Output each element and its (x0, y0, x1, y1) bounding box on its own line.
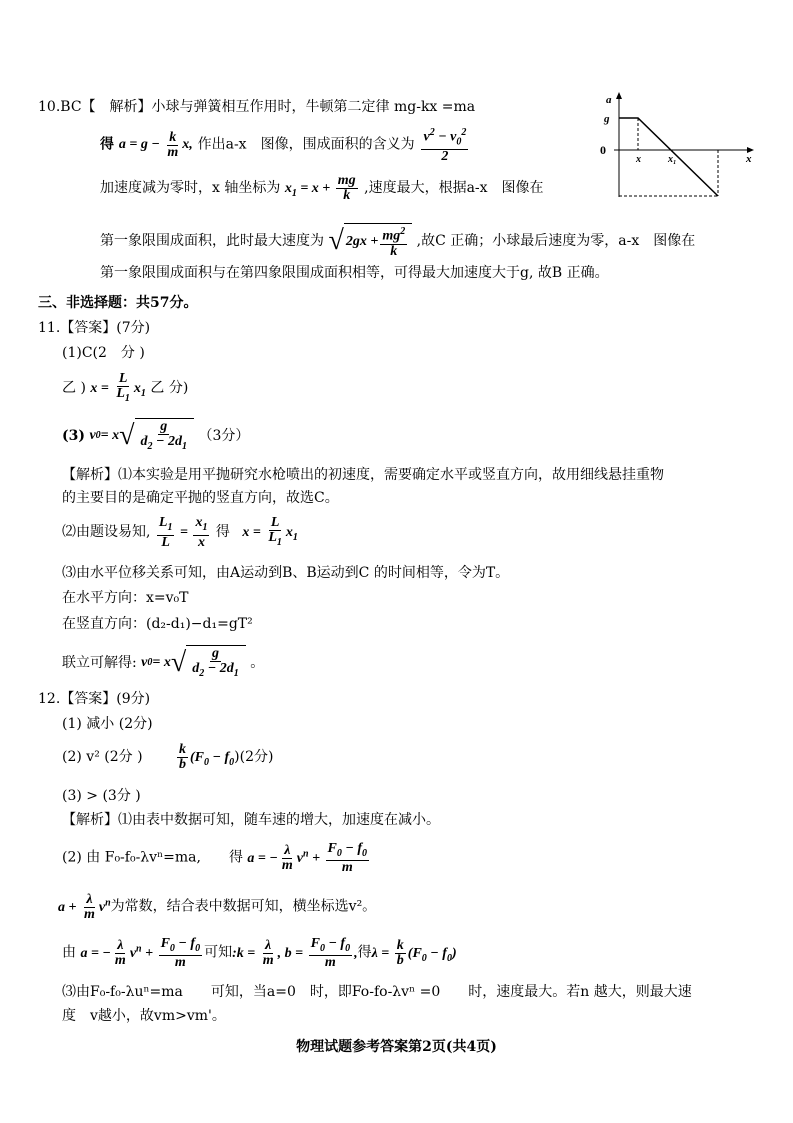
page-footer: 物理试题参考答案第2页(共4页) (296, 1039, 497, 1055)
q11-ans3-prefix: (3) (62, 427, 85, 444)
q10-line3 (100, 174, 544, 208)
graph-label-origin: 0 (600, 143, 606, 157)
q11-exp7-suffix: 。 (250, 654, 265, 671)
q11-formula-v0-final: v 0 = x √ $\frac{g}{d_2 - 2d_1}$ (141, 645, 246, 681)
q10-formula-area: $\frac{v^2 - v_0^2}{2}$ (423, 127, 467, 165)
q12-exp1: 【解析】⑴由表中数据可知，随车速的增大，加速度在减小。 (62, 812, 440, 828)
q10-line1: 10.BC【 解析】小球与弹簧相互作用时，牛顿第二定律 mg-kx =ma (38, 99, 476, 115)
q12-exp6: 度 v越小，故vm>vm'。 (62, 1008, 226, 1024)
q11-exp2: 的主要目的是确定平抛的竖直方向，故选C。 (62, 490, 339, 506)
q11-exp7-prefix: 联立可解得: (62, 654, 137, 671)
q12-exp5: ⑶由F₀-f₀-λuⁿ=ma 可知，当a=0 时，即Fo-fo-λvⁿ =0 时，速度最大。若n 越大，则最大速 (62, 984, 692, 1000)
q11-exp5: 在水平方向：x=v₀T (62, 590, 189, 606)
q10-formula-x1: $x_1 = x$ + $\frac{mg}{k}$ (284, 173, 356, 204)
q12-ans2-suffix: )(2分) (234, 749, 274, 765)
q12-ans3: (3) > (3分 ) (62, 788, 141, 804)
q12-ans1: (1) 减小 (2分) (62, 716, 153, 732)
section3-title: 三、非选择题：共57分。 (38, 295, 198, 311)
q11-formula-ratio: $\frac{L_1}{L}$ = $\frac{x_1}{x}$ (158, 515, 208, 550)
graph-a-arrow (616, 92, 622, 99)
q12-ans2 (62, 742, 273, 778)
q11-exp1: 【解析】⑴本实验是用平抛研究水枪喷出的初速度，需要确定水平或竖直方向，故用细线悬挂重物 (62, 467, 664, 483)
q11-header: 11.【答案】(7分) (38, 320, 151, 336)
q10-line4 (100, 223, 695, 259)
q11-ans2-suffix: 乙 分) (150, 380, 189, 397)
graph-label-x: x (636, 154, 641, 165)
q12-exp3 (58, 888, 376, 923)
q12-exp2 (62, 838, 371, 875)
q10-line3-suffix: ,速度最大，根据a-x 图像在 (364, 180, 544, 196)
q11-formula-x: x = $\frac{L}{L_1}$ $x_1$ (90, 371, 146, 404)
q12-exp4-prefix: 由 (62, 944, 76, 961)
q11-exp3-prefix: ⑵由题设易知, (62, 524, 151, 541)
q10-formula-a: a = g − $\frac{k}{m}$ x, (118, 129, 193, 160)
q11-ans1: (1)C(2 分 ) (62, 345, 145, 361)
q12-exp4-mid: 可知 (204, 944, 233, 961)
q11-exp3 (62, 516, 298, 553)
q12-formula-a: a = − $\frac{\lambda}{m}$ $v^n$ + $\frac{F_0 - f_0}{m}$ (247, 840, 368, 876)
q10-line3-prefix: 加速度减为零时，x 轴坐标为 (100, 180, 281, 196)
q11-ans3 (62, 418, 249, 454)
q11-ans3-score: （3分） (198, 427, 250, 444)
graph-label-x-axis: x (746, 153, 752, 165)
a-x-graph (596, 92, 756, 202)
q10-line4-suffix: ,故C 正确；小球最后速度为零，a-x 图像在 (416, 232, 696, 249)
q12-formula-lambda: $\frac{k}{b}$ ($F_0 - f_0$ (179, 742, 235, 773)
q12-formula-lambda2: λ = $\frac{k}{b}$ $(F_0 - f_0)$ (371, 937, 457, 968)
q11-exp3-mid: 得 (215, 524, 230, 541)
q12-exp2-prefix: (2) 由 F₀-f₀-λvⁿ=ma, 得 (62, 849, 243, 866)
q12-ans2-prefix: (2) v² (2分 ) (62, 749, 143, 765)
q11-ans2 (62, 372, 188, 409)
q10-line5: 第一象限围成面积与在第四象限围成面积相等，可得最大加速度大于g, 故B 正确。 (100, 265, 609, 281)
q12-formula-kb: :k = $\frac{\lambda}{m}$ , b = $\frac{F_0 - f_0}{m}$ , (232, 935, 358, 971)
q12-formula-a2: a = − $\frac{\lambda}{m}$ $v^n$ + $\frac{F_0 - f_0}{m}$ (80, 935, 201, 971)
q12-header: 12.【答案】(9分) (38, 691, 151, 707)
graph-label-g: g (604, 113, 610, 125)
q10-line2-prefix: 得 (100, 136, 114, 153)
q10-line4-prefix: 第一象限围成面积，此时最大速度为 (100, 232, 324, 249)
q10-line2 (100, 126, 470, 164)
q11-exp7 (62, 645, 264, 681)
graph-label-a: a (606, 94, 612, 106)
q12-exp4-mid2: 得 (357, 944, 372, 961)
q10-formula-vmax: √ 2gx + $\frac{mg^2}{k}$ (328, 223, 412, 259)
q12-exp3-suffix: 为常数，结合表中数据可知，横坐标选v²。 (110, 898, 377, 915)
q11-formula-x2: x = $\frac{L}{L_1}$ $x_1$ (242, 515, 298, 548)
q12-exp4 (62, 932, 457, 975)
q11-exp6: 在竖直方向：(d₂-d₁)−d₁=gT² (62, 616, 253, 632)
graph-label-x1: x₁ (668, 154, 677, 165)
q11-exp4: ⑶由水平位移关系可知，由A运动到B、B运动到C 的时间相等，令为T。 (62, 565, 510, 581)
q11-formula-v0: v 0 = x √ $\frac{g}{d_2 - 2d_1}$ (89, 418, 194, 454)
q12-formula-const: a + $\frac{\lambda}{m}$ $v^n$ (58, 891, 111, 922)
q11-ans2-prefix: 乙 ) (62, 380, 86, 397)
q10-line2-mid: 作出a-x 图像，围成面积的含义为 (197, 136, 415, 153)
